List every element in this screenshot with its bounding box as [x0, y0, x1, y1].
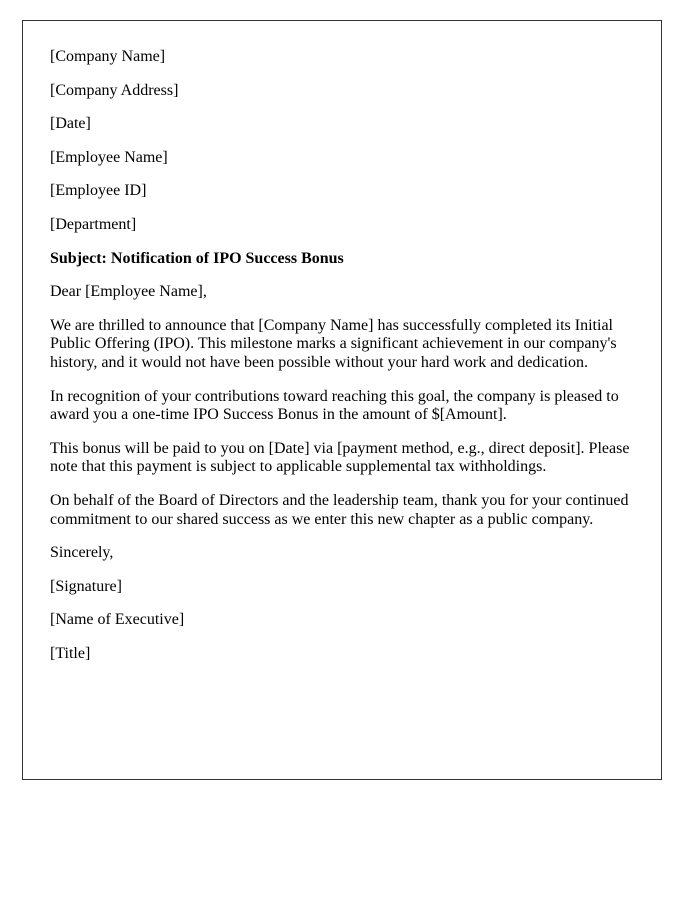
company-address-placeholder: [Company Address]	[50, 81, 179, 99]
title-placeholder: [Title]	[50, 644, 91, 662]
body-paragraph-3: This bonus will be paid to you on [Date] via [payment method, e.g., direct deposit]. Please note that this payment is subject to applicable supplemental tax withholdings.	[50, 439, 630, 476]
executive-name-placeholder: [Name of Executive]	[50, 611, 185, 629]
department-placeholder: [Department]	[50, 215, 137, 233]
letter-document	[22, 20, 662, 780]
salutation-line: Dear [Employee Name],	[50, 283, 207, 301]
employee-name-placeholder: [Employee Name]	[50, 148, 168, 166]
date-placeholder: [Date]	[50, 115, 91, 133]
body-paragraph-4: On behalf of the Board of Directors and the leadership team, thank you for your continued commitment to our shared success as we enter this new chapter as a public company.	[50, 491, 629, 528]
body-paragraph-1: We are thrilled to announce that [Company Name] has successfully completed its Initial Public Offering (IPO). This milestone marks a significant achievement in our company's history, and it would not have been possible without your hard work and dedication.	[50, 316, 617, 371]
closing-line: Sincerely,	[50, 544, 114, 562]
company-name-placeholder: [Company Name]	[50, 48, 166, 65]
employee-id-placeholder: [Employee ID]	[50, 182, 147, 200]
signature-placeholder: [Signature]	[50, 577, 122, 595]
subject-line: Subject: Notification of IPO Success Bonus	[50, 249, 344, 267]
body-paragraph-2: In recognition of your contributions toward reaching this goal, the company is pleased to award you a one-time IPO Success Bonus in the amount of $[Amount].	[50, 387, 619, 424]
